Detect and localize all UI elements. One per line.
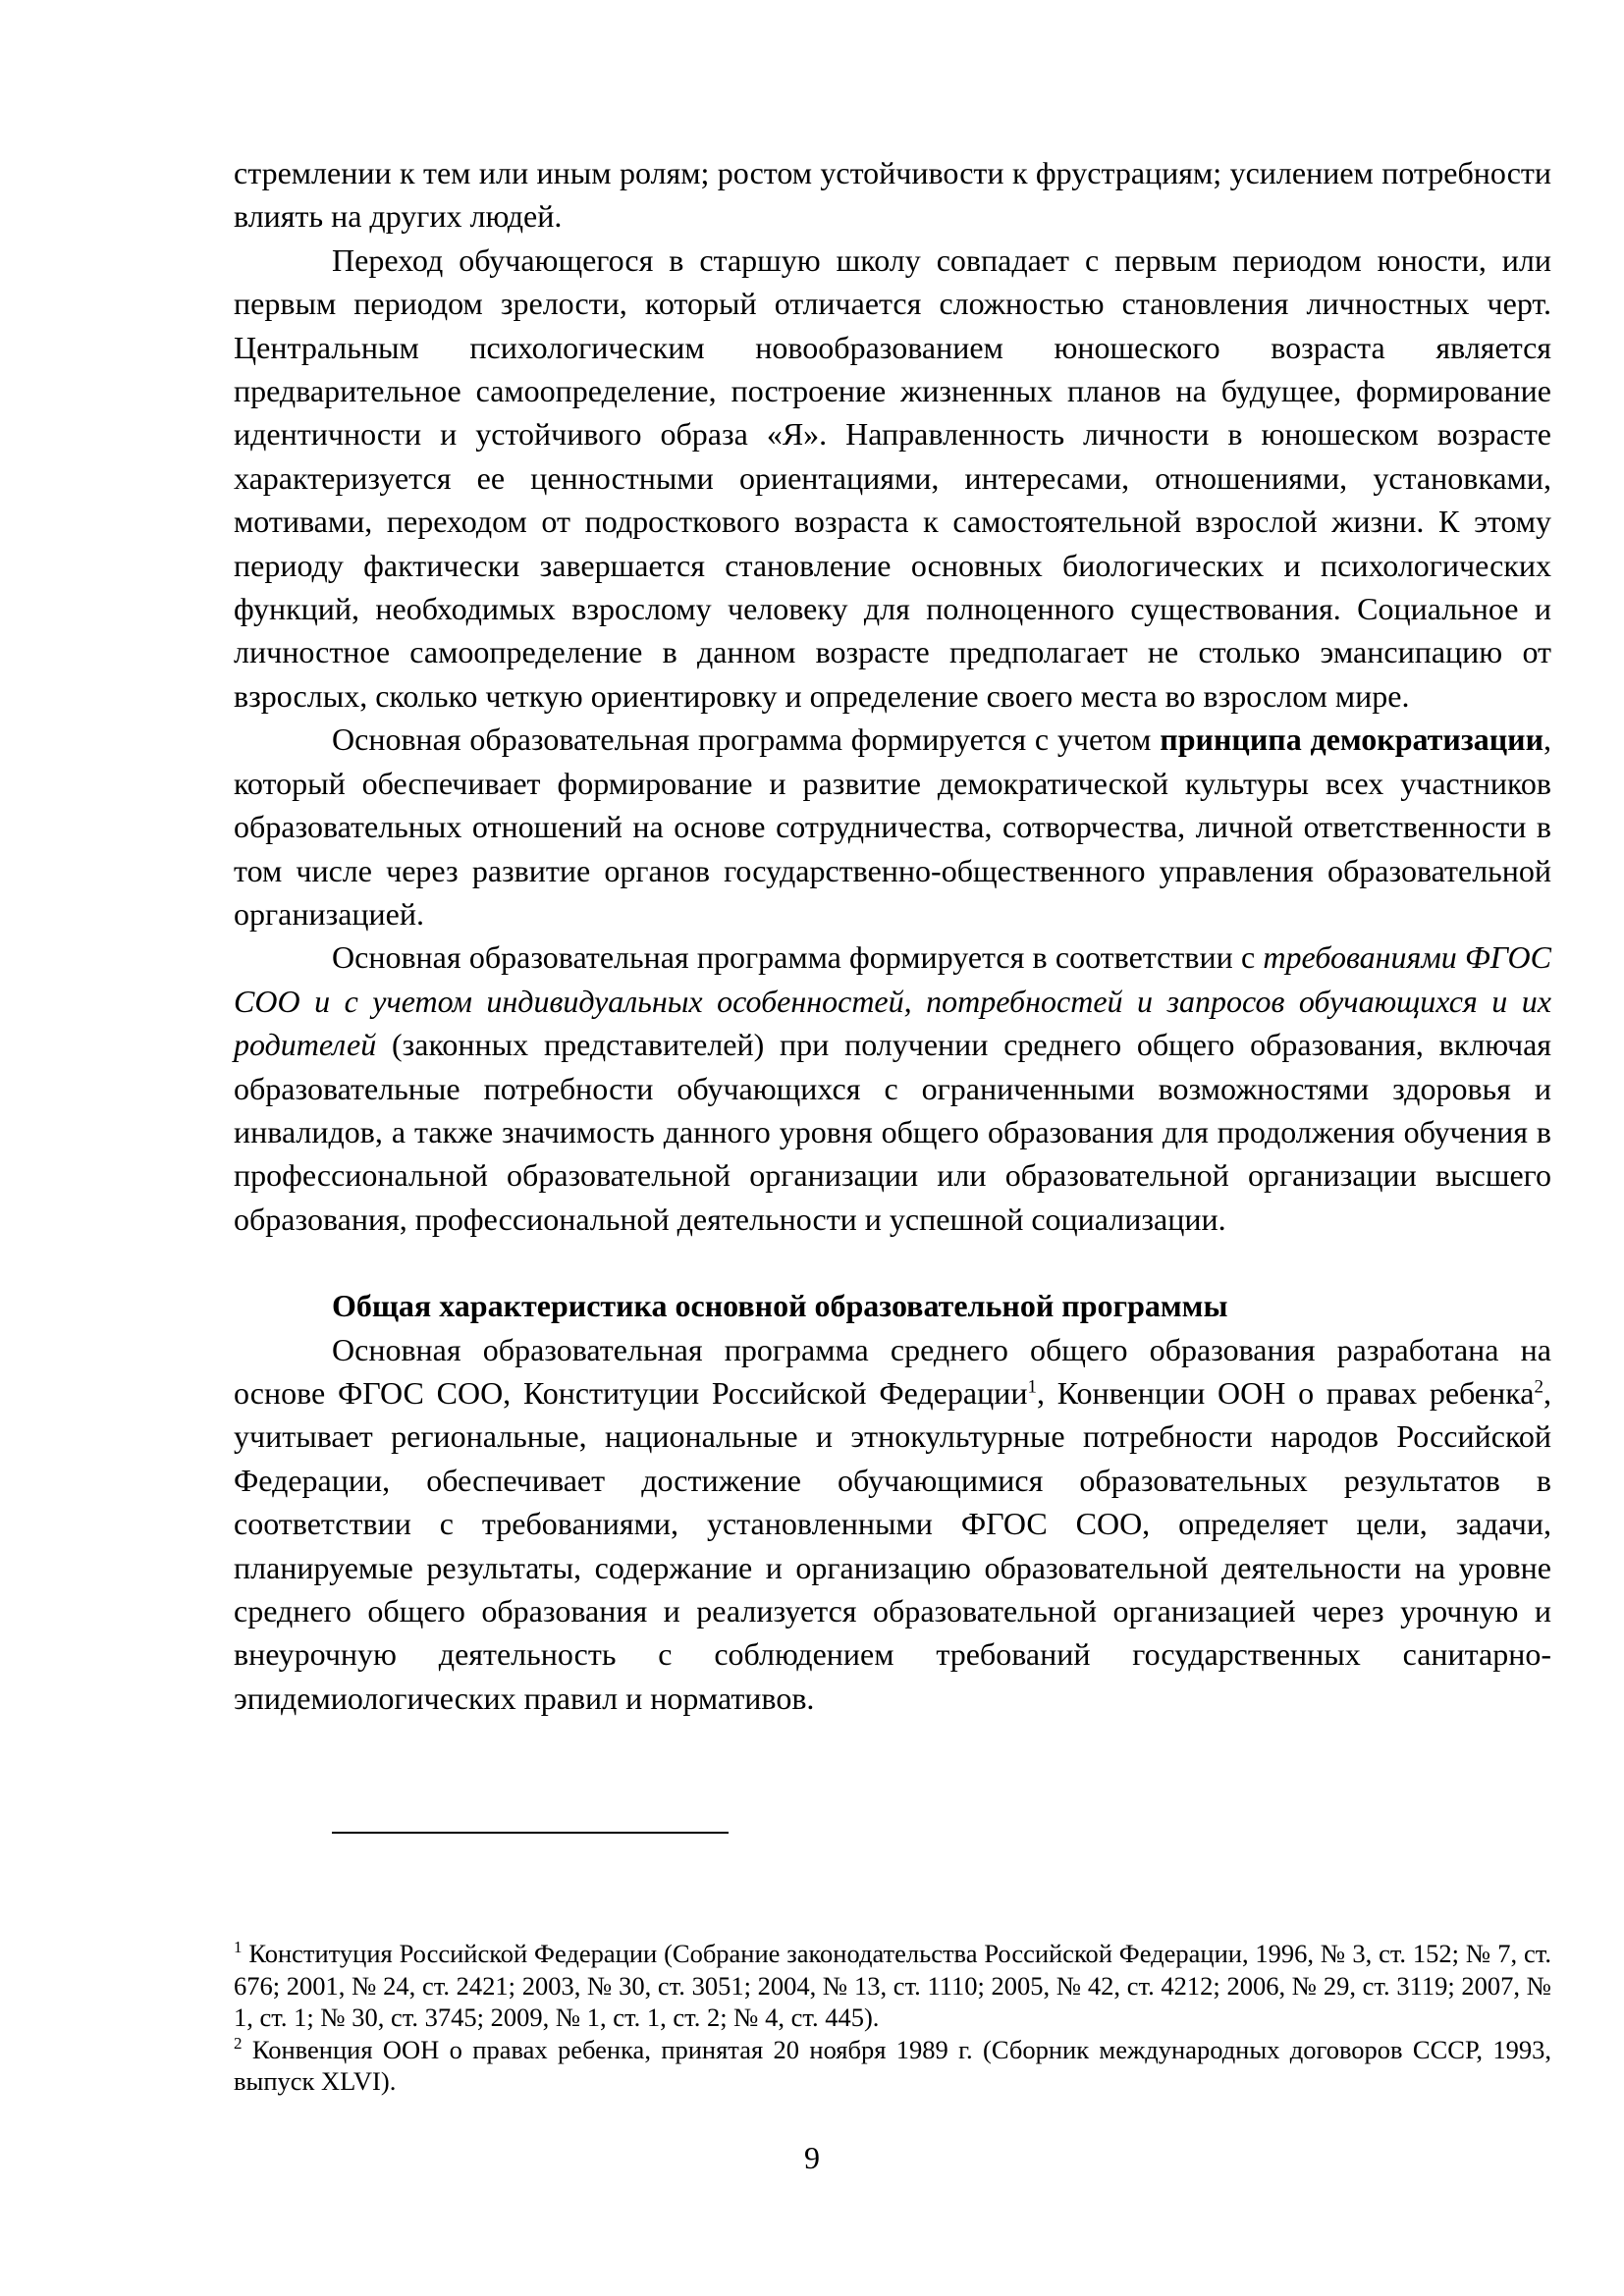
footnote-ref-1[interactable]: 1 [1027, 1376, 1037, 1398]
footnote-mark: 2 [234, 2033, 243, 2053]
paragraph-continuation [234, 151, 1551, 239]
paragraph-text: Основная образовательная программа формируется с учетом [332, 721, 1161, 758]
paragraph-text: Основная образовательная программа среднего общего образования разработана на основе ФГОС СОО, Конституции Российской Федерации [234, 1331, 1551, 1411]
footnote-separator [332, 1832, 729, 1834]
paragraph-democratization [234, 718, 1551, 935]
footnote-mark: 1 [234, 1938, 243, 1957]
paragraph-text: , учитывает региональные, национальные и этнокультурные потребности народов Российской Федерации, обеспечивает достижение обучающимися образовательных результатов в соответствии с требованиями, установленными ФГОС СОО, определяет цели, задачи, планируемые результаты, содержание и организацию образовательной деятельности на уровне среднего общего образования и реализуется образовательной организацией через урочную и внеурочную деятельность с соблюдением требований государственных санитарно-эпидемиологических правил и нормативов. [234, 1374, 1552, 1716]
page-number: 9 [804, 2140, 820, 2175]
footnote-text: Конвенция ООН о правах ребенка, принятая 20 ноября 1989 г. (Сборник международных договоров СССР, 1993, выпуск XLVI). [234, 2034, 1551, 2097]
paragraph-fgos-requirements [234, 935, 1551, 1241]
footnotes [234, 1938, 1551, 2098]
page-body [234, 151, 1551, 1720]
paragraph-text: (законных представителей) при получении среднего общего образования, включая образовательные потребности обучающихся с ограниченными возможностями здоровья и инвалидов, а также значимость данного уровня общего образования для продолжения обучения в профессиональной образовательной организации или образовательной организации высшего образования, профессиональной деятельности и успешной социализации. [234, 1027, 1551, 1237]
paragraph-youth-period [234, 239, 1551, 718]
paragraph-program-overview [234, 1328, 1551, 1721]
italic-term: требованиями ФГОС СОО и с учетом индивидуальных особенностей, потребностей и запросов обучающихся и их родителей [234, 939, 1552, 1063]
paragraph-text: , который обеспечивает формирование и развитие демократической культуры всех участников образовательных отношений на основе сотрудничества, сотворчества, личной ответственности в том числе через развитие органов государственно-общественного управления образовательной организацией. [234, 721, 1552, 932]
paragraph-text: стремлении к тем или иным ролям; ростом устойчивости к фрустрациям; усилением потребности влиять на других людей. [234, 155, 1551, 235]
paragraph-text: Основная образовательная программа формируется в соответствии с [332, 939, 1264, 976]
footnote-text: Конституция Российской Федерации (Собрание законодательства Российской Федерации, 1996, № 3, ст. 152; № 7, ст. 676; 2001, № 24, ст. 2421; 2003, № 30, ст. 3051; 2004, № 13, ст. 1110; 2005, № 42, ст. 4212; 2006, № 29, ст. 3119; 2007, № 1, ст. 1; № 30, ст. 3745; 2009, № 1, ст. 1, ст. 2; № 4, ст. 445). [234, 1939, 1551, 2033]
footnote-1 [234, 1938, 1551, 2034]
footnote-ref-2[interactable]: 2 [1534, 1376, 1544, 1398]
footnote-2 [234, 2034, 1551, 2098]
section-heading: Общая характеристика основной образовательной программы [332, 1288, 1228, 1324]
bold-term: принципа демократизации [1160, 721, 1544, 758]
paragraph-text: Переход обучающегося в старшую школу совпадает с первым периодом юности, или первым периодом зрелости, который отличается сложностью становления личностных черт. Центральным психологическим новообразованием юношеского возраста является предварительное самоопределение, построение жизненных планов на будущее, формирование идентичности и устойчивого образа «Я». Направленность личности в юношеском возрасте характеризуется ее ценностными ориентациями, интересами, отношениями, установками, мотивами, переходом от подросткового возраста к самостоятельной взрослой жизни. К этому периоду фактически завершается становление основных биологических и психологических функций, необходимых взрослому человеку для полноценного существования. Социальное и личностное самоопределение в данном возрасте предполагает не столько эмансипацию от взрослых, сколько четкую ориентировку и определение своего места во взрослом мире. [234, 241, 1551, 714]
paragraph-text: , Конвенции ООН о правах ребенка [1036, 1374, 1535, 1411]
